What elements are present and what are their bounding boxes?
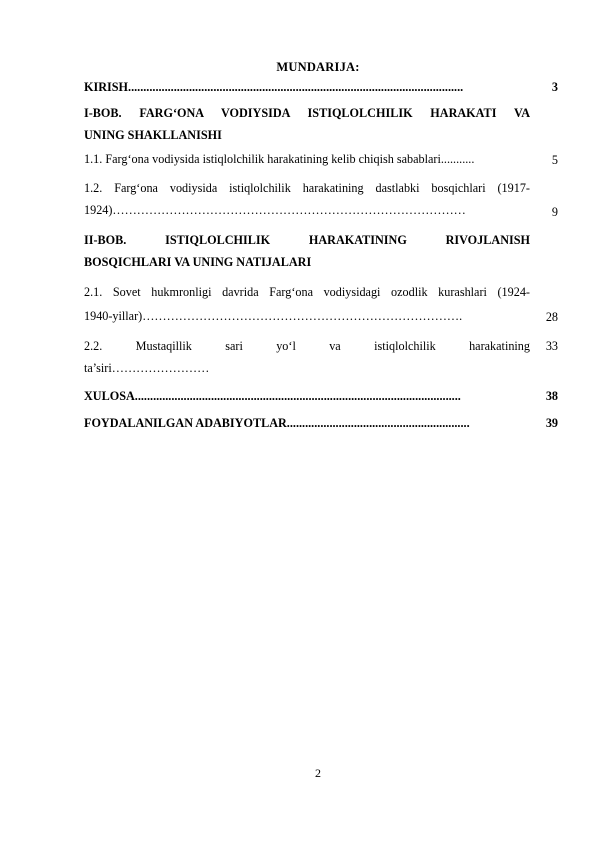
toc-title: MUNDARIJA: bbox=[276, 60, 360, 74]
toc-chapter-1[interactable] bbox=[84, 102, 530, 124]
page-number-footer: 2 bbox=[315, 766, 321, 780]
toc-entry-1-2-line2: 1924)…………………………………………………………………………… bbox=[84, 203, 466, 217]
toc-entry-2-1[interactable]: 2.1. Sovet hukmronligi davrida Farg‘ona vodiysidagi ozodlik kurashlari (1924- bbox=[84, 285, 530, 299]
toc-page-number: 38 bbox=[545, 389, 558, 403]
toc-entry-text: KIRISH.............................................................................................................. bbox=[84, 80, 464, 94]
toc-chapter-1-line2: UNING SHAKLLANISHI bbox=[84, 128, 222, 142]
toc-page-number: 33 bbox=[545, 339, 558, 353]
toc-entry-kirish[interactable] bbox=[84, 76, 530, 98]
toc-chapter-2[interactable]: II-BOB. ISTIQLOLCHILIK HARAKATINING RIVOJLANISH bbox=[84, 233, 530, 247]
toc-entry-text: FOYDALANILGAN ADABIYOTLAR............................................................ bbox=[84, 416, 470, 430]
toc-entry-text: XULOSA........................................................................................................... bbox=[84, 389, 461, 403]
toc-page-number: 5 bbox=[551, 153, 558, 167]
toc-entry-xulosa[interactable] bbox=[84, 385, 530, 407]
toc-entry-adabiyotlar[interactable] bbox=[84, 412, 530, 434]
toc-page-number: 3 bbox=[551, 80, 558, 94]
toc-entry-text: 1.1. Farg‘ona vodiysida istiqlolchilik harakatining kelib chiqish sabablari........... bbox=[84, 152, 475, 166]
toc-page-number: 39 bbox=[545, 416, 558, 430]
toc-page-number: 28 bbox=[545, 310, 558, 324]
toc-entry-2-2-line2: ta’siri…………………… bbox=[84, 361, 210, 375]
toc-entry-1-2[interactable]: 1.2. Farg‘ona vodiysida istiqlolchilik harakatining dastlabki bosqichlari (1917- bbox=[84, 181, 530, 195]
toc-page-number: 9 bbox=[551, 205, 558, 219]
toc-entry-1-1[interactable] bbox=[84, 148, 530, 170]
toc-chapter-2-line2: BOSQICHLARI VA UNING NATIJALARI bbox=[84, 255, 312, 269]
toc-entry-text-line1: I-BOB. FARG‘ONA VODIYSIDA ISTIQLOLCHILIK HARAKATI VA bbox=[84, 106, 530, 120]
toc-entry-2-2[interactable]: 2.2. Mustaqillik sari yo‘l va istiqlolchilik harakatining bbox=[84, 339, 530, 353]
toc-entry-2-1-line2: 1940-yillar)……………………………………………………………………. bbox=[84, 309, 463, 323]
